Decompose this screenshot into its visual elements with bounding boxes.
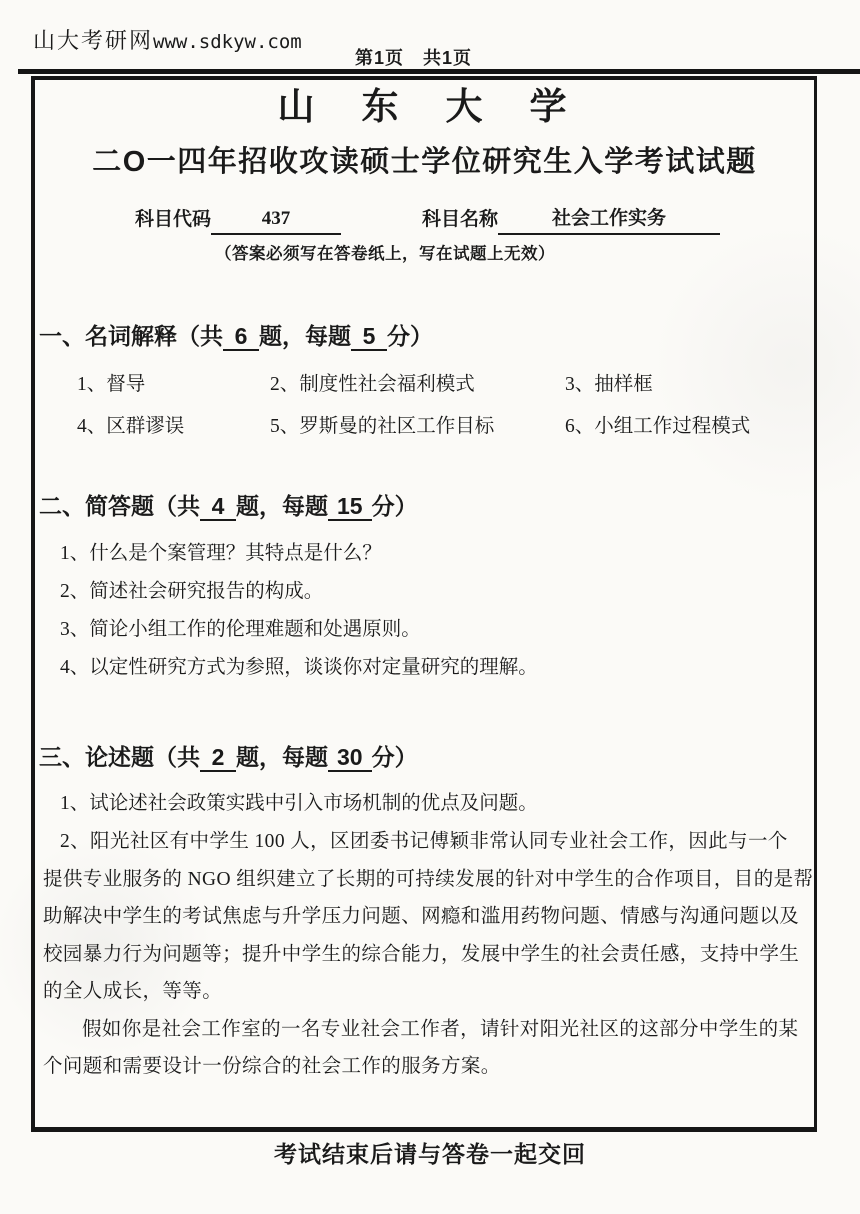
short-answer-list (35, 541, 814, 681)
site-name: 山大考研网 (33, 28, 154, 53)
section-3-points: 30 (328, 744, 372, 772)
subject-name-label: 科目名称 (422, 209, 499, 230)
section-1-heading-mid: 题，每题 (259, 323, 351, 349)
section-3-heading-post: 分） (371, 744, 418, 770)
question-item: 4、以定性研究方式为参照，谈谈你对定量研究的理解。 (60, 657, 538, 678)
case-line: 的全人成长，等等。 (43, 981, 223, 1002)
case-line: 校园暴力行为问题等；提升中学生的综合能力，发展中学生的社会责任感，支持中学生 (43, 943, 800, 965)
subject-code-value: 437 (211, 205, 341, 235)
question-item: 2、简述社会研究报告的构成。 (60, 581, 324, 602)
glossary-term-grid (35, 372, 814, 440)
section-3-heading-pre: 三、论述题（共 (39, 744, 200, 770)
essay-question-1: 1、试论述社会政策实践中引入市场机制的优点及问题。 (60, 793, 538, 814)
subject-line (35, 205, 814, 235)
page-indicator: 第1页 共1页 (355, 48, 473, 68)
subject-code-label: 科目代码 (135, 209, 212, 230)
exam-sheet (31, 76, 817, 1132)
glossary-term: 3、抽样框 (565, 374, 653, 395)
subject-name-value: 社会工作实务 (498, 205, 720, 235)
section-1-heading-post: 分） (387, 323, 433, 349)
section-2-heading-post: 分） (371, 493, 418, 519)
question-item: 1、什么是个案管理？其特点是什么？ (60, 543, 382, 564)
site-url: www.sdkyw.com (153, 31, 302, 53)
glossary-term: 1、督导 (77, 374, 146, 395)
case-line: 假如你是社会工作室的一名专业社会工作者，请针对阳光社区的这部分中学生的某 (82, 1018, 799, 1040)
section-2-heading (35, 490, 814, 522)
section-2-heading-pre: 二、简答题（共 (39, 493, 200, 519)
section-2-heading-mid: 题，每题 (236, 493, 328, 519)
section-3-heading (35, 741, 814, 773)
exam-subtitle: 二O一四年招收攻读硕士学位研究生入学考试试题 (92, 146, 757, 178)
glossary-term: 5、罗斯曼的社区工作目标 (270, 416, 495, 437)
case-line: 助解决中学生的考试焦虑与升学压力问题、网瘾和滥用药物问题、情感与沟通问题以及 (43, 906, 800, 927)
glossary-term: 2、制度性社会福利模式 (270, 374, 475, 395)
header-divider (18, 69, 860, 74)
section-3-count: 2 (200, 744, 236, 772)
section-2-points: 15 (328, 493, 372, 521)
section-1-count: 6 (223, 323, 259, 351)
question-item: 3、简论小组工作的伦理难题和处遇原则。 (60, 619, 421, 640)
glossary-term: 4、区群谬误 (77, 416, 185, 437)
university-title: 山 东 大 学 (277, 86, 572, 127)
return-instruction-footer: 考试结束后请与答卷一起交回 (274, 1141, 586, 1167)
case-line: 2、阳光社区有中学生 100 人，区团委书记傅颖非常认同专业社会工作，因此与一个 (60, 831, 788, 852)
section-1-points: 5 (351, 323, 387, 351)
watermark-header (33, 24, 302, 55)
case-line: 个问题和需要设计一份综合的社会工作的服务方案。 (43, 1056, 501, 1077)
essay-question-2-case (35, 823, 814, 1086)
glossary-term: 6、小组工作过程模式 (565, 416, 751, 437)
section-1-heading (35, 320, 814, 352)
section-3-heading-mid: 题，每题 (236, 744, 328, 770)
section-2-count: 4 (200, 493, 236, 521)
answer-instruction-note: （答案必须写在答卷纸上，写在试题上无效） (215, 244, 555, 263)
case-line: 提供专业服务的 NGO 组织建立了长期的可持续发展的针对中学生的合作项目，目的是帮 (43, 868, 814, 890)
section-1-heading-pre: 一、名词解释（共 (39, 323, 223, 349)
